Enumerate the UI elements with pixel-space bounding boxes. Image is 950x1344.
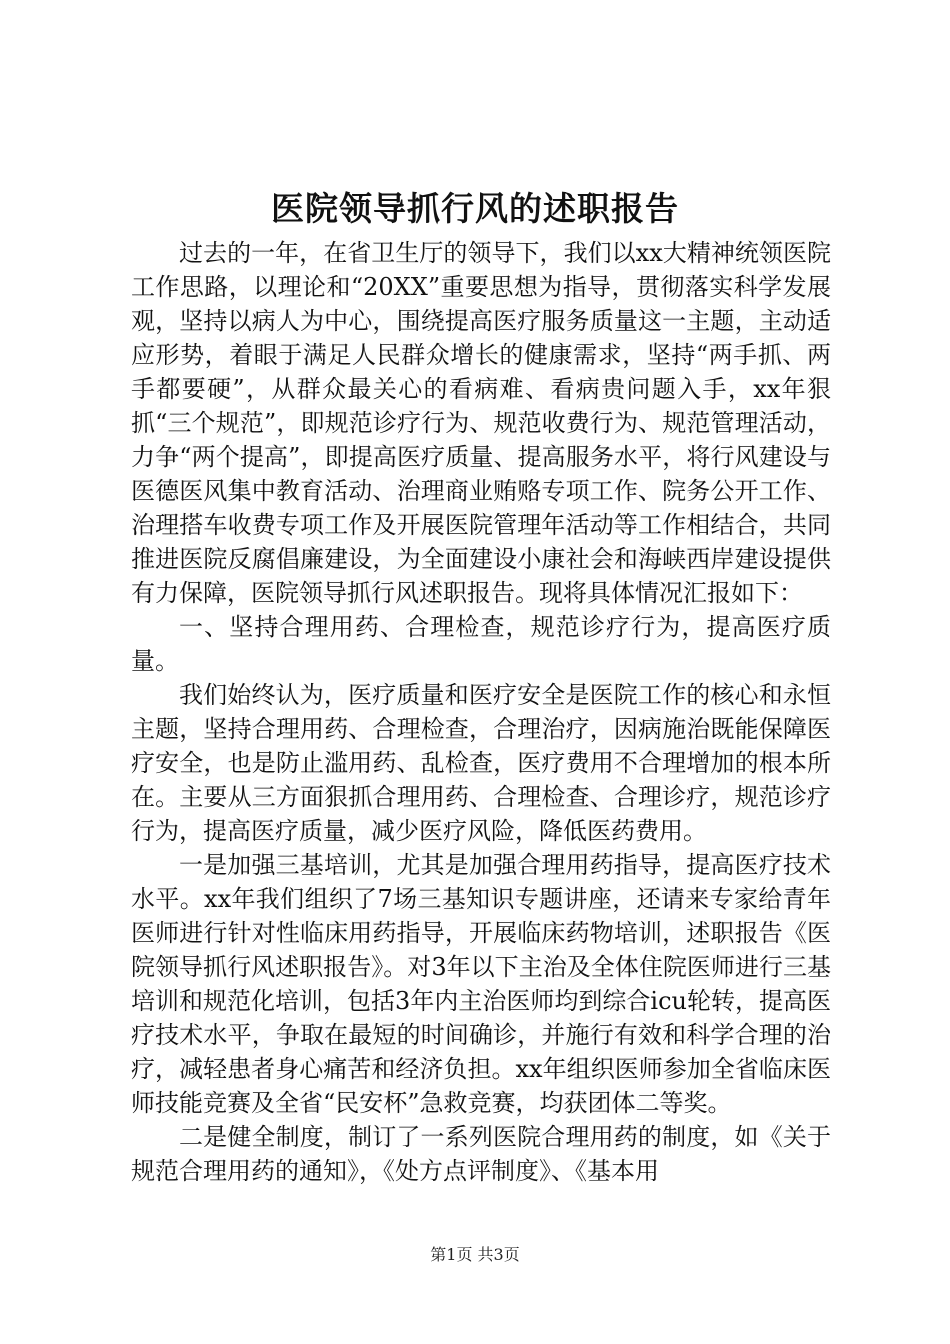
page-number: 第1页 共3页	[430, 1245, 520, 1264]
document-body	[131, 236, 831, 1188]
paragraph-quality: 我们始终认为，医疗质量和医疗安全是医院工作的核心和永恒主题，坚持合理用药、合理检查，合理治疗，因病施治既能保障医疗安全，也是防止滥用药、乱检查，医疗费用不合理增加的根本所在。主要从三方面狠抓合理用药、合理检查、合理诊疗，规范诊疗行为，提高医疗质量，减少医疗风险，降低医药费用。	[131, 681, 831, 845]
paragraph-section-heading: 一、坚持合理用药、合理检查，规范诊疗行为，提高医疗质量。	[131, 613, 831, 675]
document-title: 医院领导抓行风的述职报告	[271, 189, 679, 228]
paragraph-intro: 过去的一年，在省卫生厅的领导下，我们以xx大精神统领医院工作思路，以理论和“20XX”重要思想为指导，贯彻落实科学发展观，坚持以病人为中心，围绕提高医疗服务质量这一主题，主动适应形势，着眼于满足人民群众增长的健康需求，坚持“两手抓、两手都要硬”，从群众最关心的看病难、看病贵问题入手，xx年狠抓“三个规范”，即规范诊疗行为、规范收费行为、规范管理活动，力争“两个提高”，即提高医疗质量、提高服务水平，将行风建设与医德医风集中教育活动、治理商业贿赂专项工作、院务公开工作、治理搭车收费专项工作及开展医院管理年活动等工作相结合，共同推进医院反腐倡廉建设，为全面建设小康社会和海峡西岸建设提供有力保障，医院领导抓行风述职报告。现将具体情况汇报如下：	[131, 239, 831, 607]
paragraph-training: 一是加强三基培训，尤其是加强合理用药指导，提高医疗技术水平。xx年我们组织了7场三基知识专题讲座，还请来专家给青年医师进行针对性临床用药指导，开展临床药物培训，述职报告《医院领导抓行风述职报告》。对3年以下主治及全体住院医师进行三基培训和规范化培训，包括3年内主治医师均到综合icu轮转，提高医疗技术水平，争取在最短的时间确诊，并施行有效和科学合理的治疗，减轻患者身心痛苦和经济负担。xx年组织医师参加全省临床医师技能竞赛及全省“民安杯”急救竞赛，均获团体二等奖。	[131, 851, 831, 1117]
paragraph-rules: 二是健全制度，制订了一系列医院合理用药的制度，如《关于规范合理用药的通知》，《处方点评制度》、《基本用	[131, 1123, 831, 1185]
